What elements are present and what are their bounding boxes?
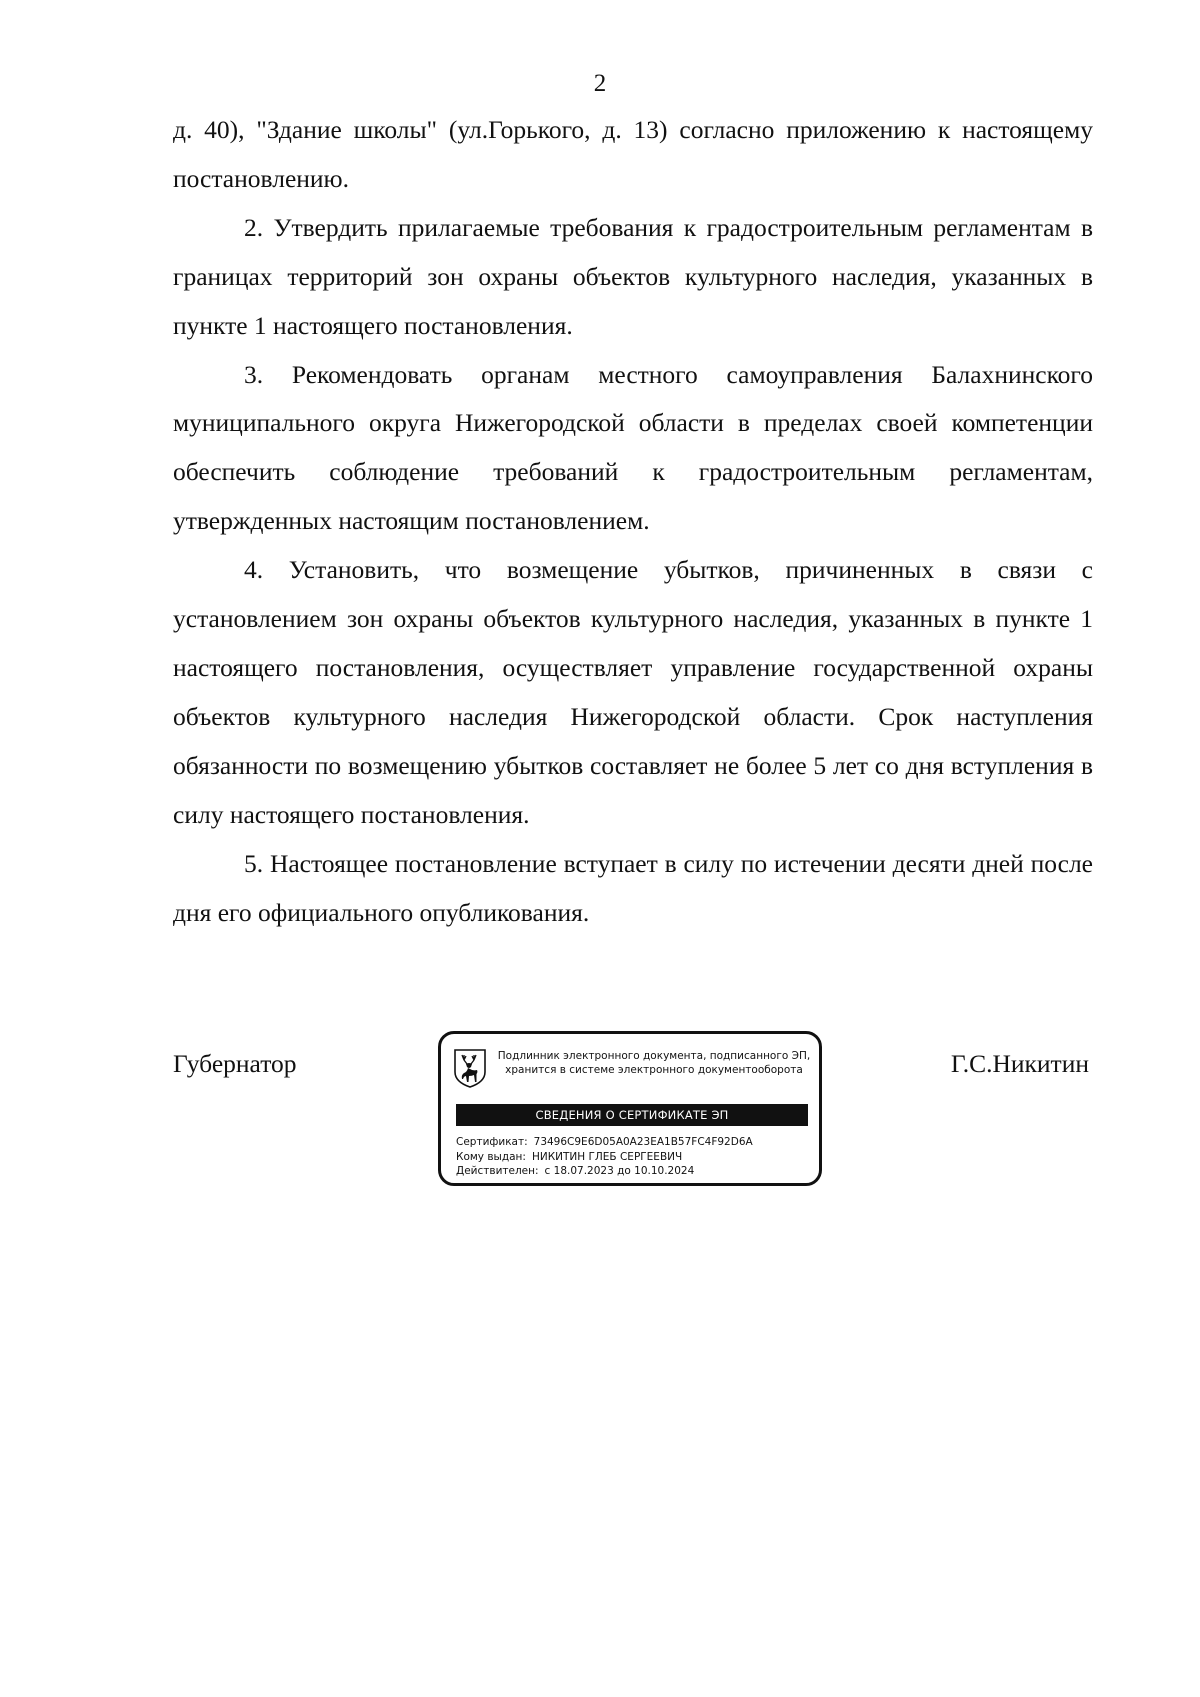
validity-row (456, 1164, 816, 1179)
stamp-header (493, 1049, 815, 1077)
certificate-value: 73496C9E6D05A0A23EA1B57FC4F92D6A (533, 1136, 753, 1148)
nizhny-novgorod-deer-emblem-icon (453, 1048, 487, 1088)
certificate-row (456, 1135, 816, 1150)
document-body (173, 106, 1093, 937)
issued-to-label: Кому выдан: (456, 1150, 526, 1163)
issued-to-value: НИКИТИН ГЛЕБ СЕРГЕЕВИЧ (531, 1150, 683, 1163)
signer-name: Г.С.Никитин (950, 1049, 1089, 1078)
certificate-label: Сертификат: (456, 1136, 528, 1148)
validity-label: Действителен: (456, 1165, 539, 1177)
page-number: 2 (593, 70, 607, 97)
certificate-info-bar: СВЕДЕНИЯ О СЕРТИФИКАТЕ ЭП (456, 1104, 808, 1126)
stamp-header-line-2: хранится в системе электронного документооборота (505, 1064, 803, 1076)
paragraph-item-4: 4. Установить, что возмещение убытков, причиненных в связи с установлением зон охраны объектов культурного наследия, указанных в пункте 1 настоящего постановления, осуществляет управление государственной охраны объектов культурного наследия Нижегородской области. Срок наступления обязанности по возмещению убытков составляет не более 5 лет со дня вступления в силу настоящего постановления. (173, 555, 1093, 829)
paragraph-item-2: 2. Утвердить прилагаемые требования к градостроительным регламентам в границах территорий зон охраны объектов культурного наследия, указанных в пункте 1 настоящего постановления. (173, 212, 1093, 340)
paragraph-item-5: 5. Настоящее постановление вступает в силу по истечении десяти дней после дня его официального опубликования. (173, 848, 1093, 927)
paragraph-continuation: д. 40), "Здание школы" (ул.Горького, д. 13) согласно приложению к настоящему постановлению. (173, 115, 1093, 193)
electronic-signature-stamp (438, 1031, 822, 1186)
paragraph-item-3: 3. Рекомендовать органам местного самоуправления Балахнинского муниципального округа Нижегородской области в пределах своей компетенции обеспечить соблюдение требований к градостроительным регламентам, утвержденных настоящим постановлением. (173, 359, 1093, 536)
stamp-header-line-1: Подлинник электронного документа, подписанного ЭП, (497, 1050, 811, 1062)
signer-position: Губернатор (173, 1049, 297, 1078)
issued-to-row (456, 1150, 816, 1165)
certificate-details (456, 1135, 816, 1179)
validity-value: с 18.07.2023 до 10.10.2024 (544, 1165, 695, 1177)
